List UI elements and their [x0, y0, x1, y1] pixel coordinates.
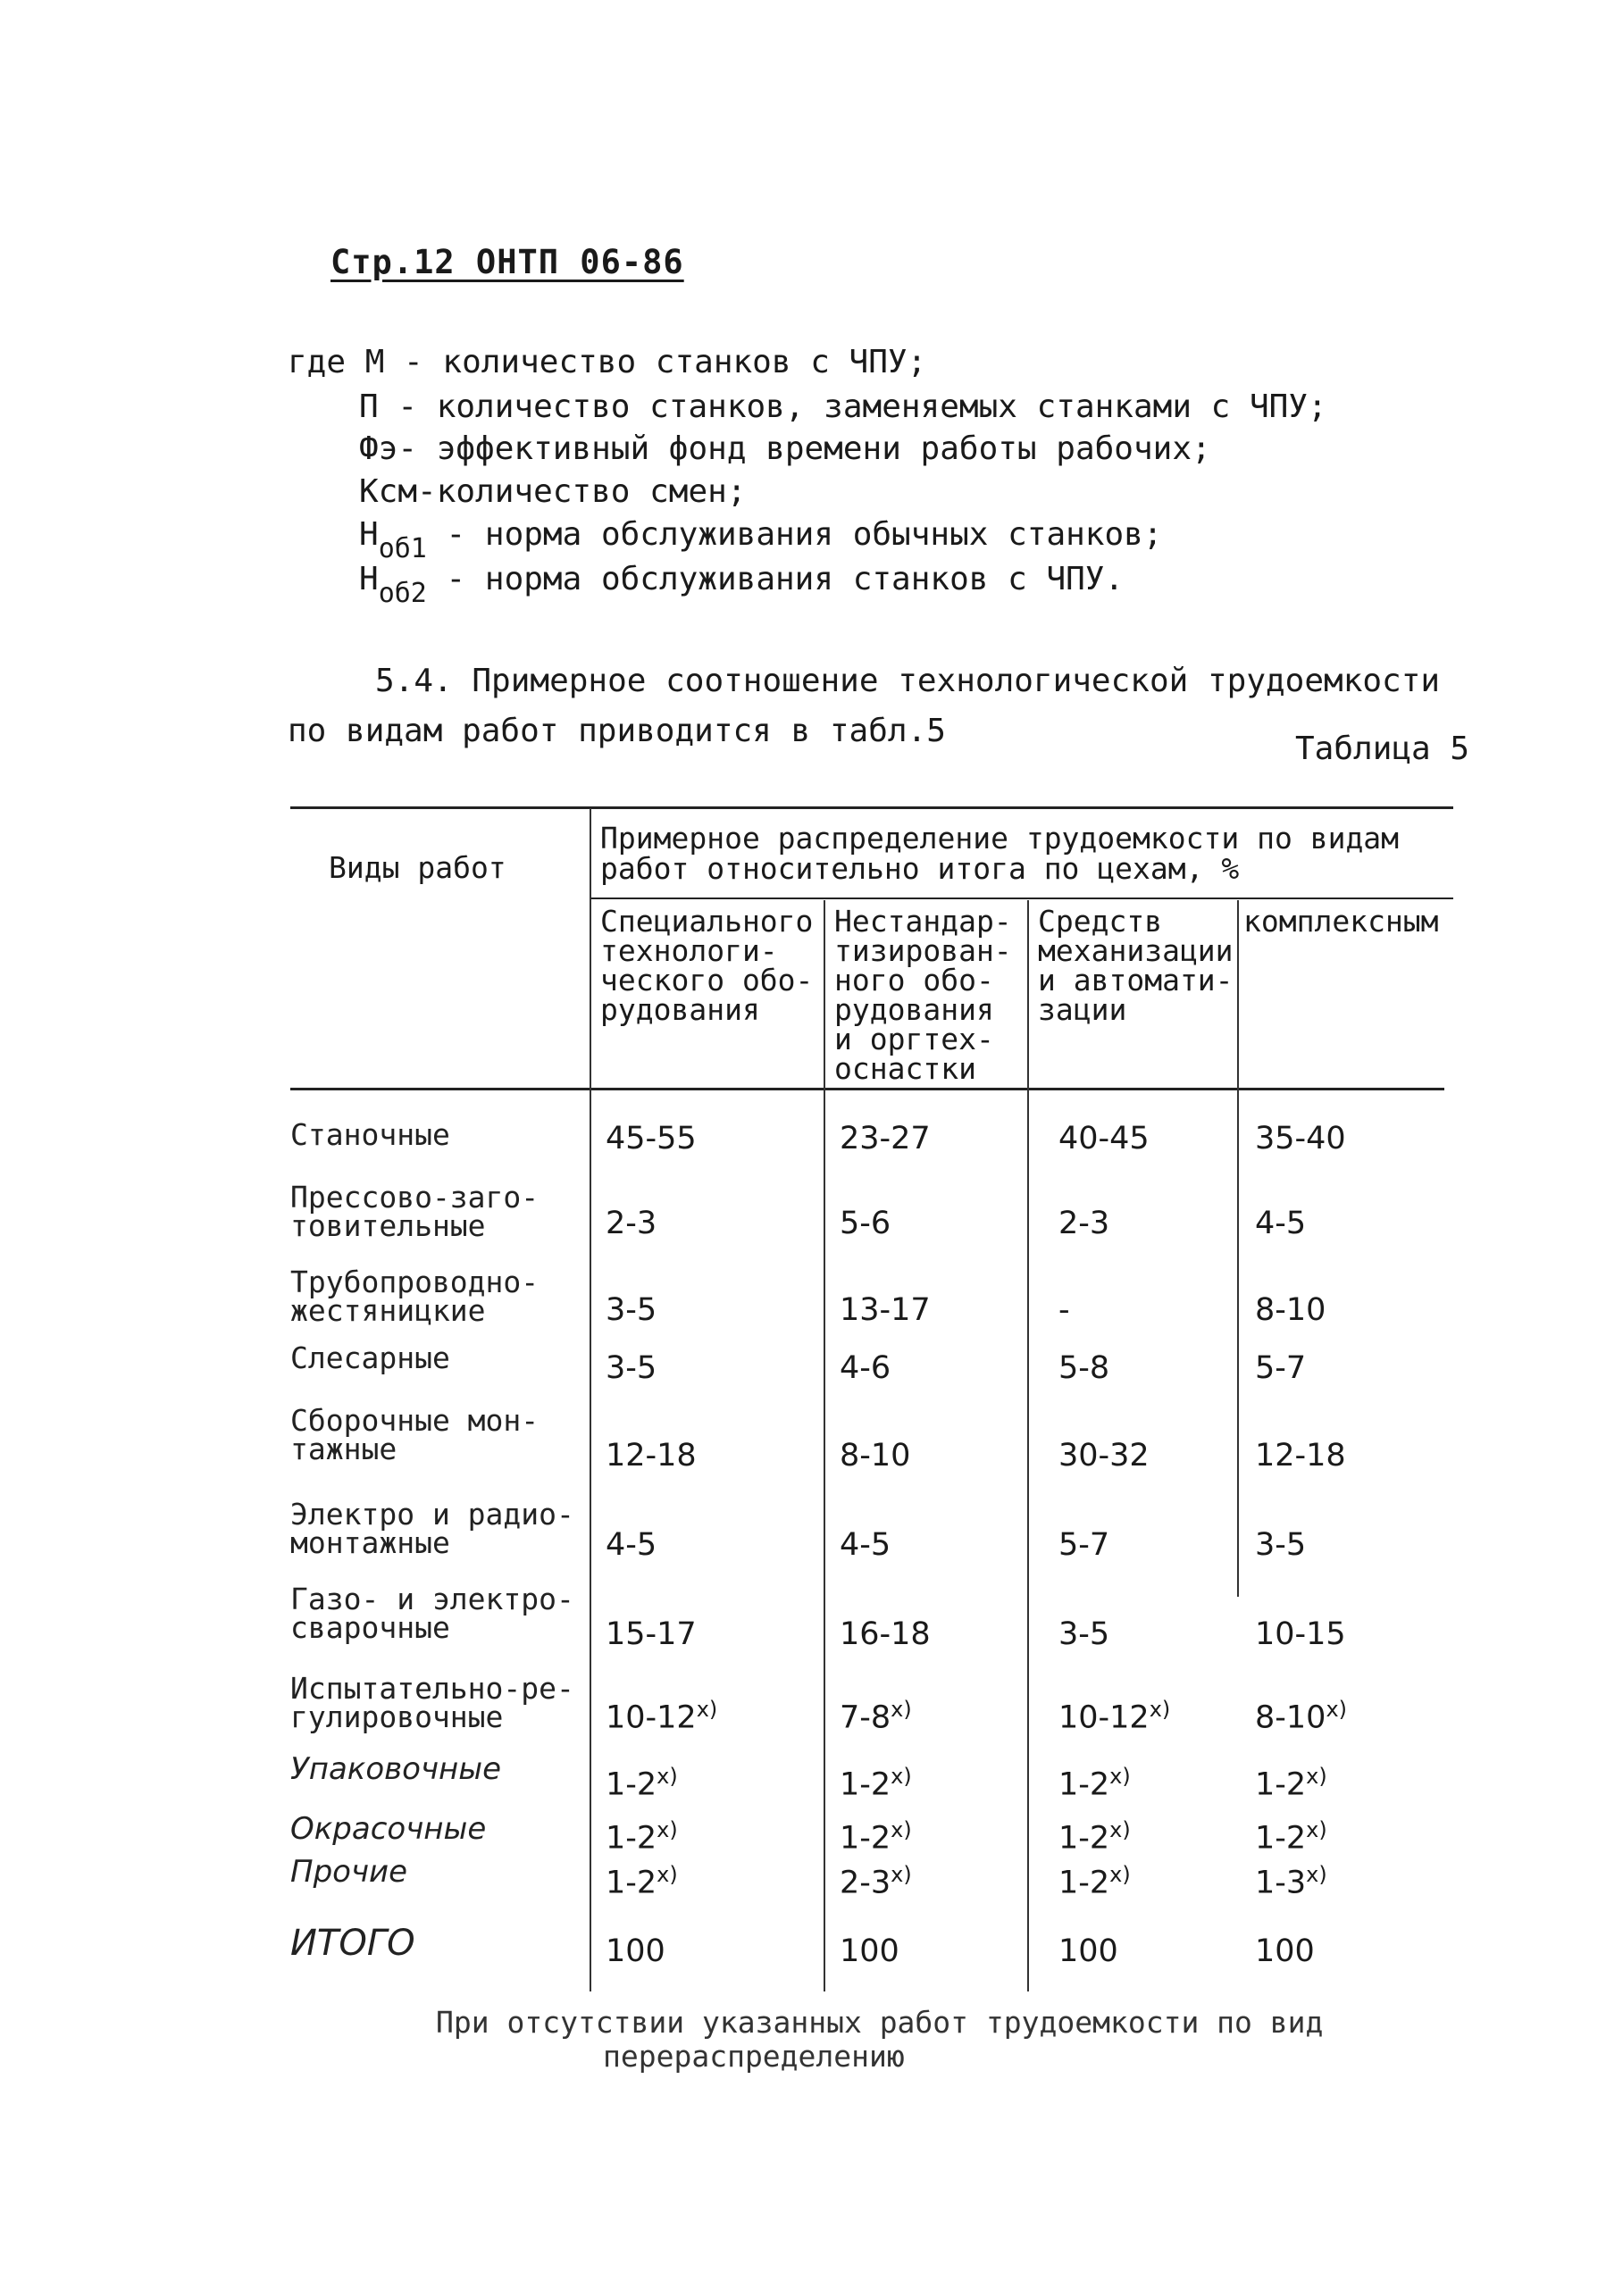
table-cell	[1255, 1527, 1306, 1563]
table-cell	[840, 1350, 891, 1386]
table-col-divider-1	[590, 808, 591, 1991]
table-cell	[1255, 1121, 1346, 1156]
row-label: Прессово-заго-	[290, 1180, 540, 1215]
sub-column-header-line: Специального	[600, 904, 814, 939]
cell-value: 100	[1058, 1933, 1118, 1969]
cell-footnote-mark: x)	[1109, 1764, 1131, 1789]
cell-value: 1-2	[1255, 1766, 1307, 1803]
definition-subscript: об2	[378, 578, 427, 609]
cell-value: 12-18	[606, 1438, 697, 1474]
cell-value: 1-3	[1255, 1865, 1307, 1901]
table-cell	[840, 1438, 910, 1474]
sub-column-header-line: Средств	[1038, 904, 1163, 939]
table-cell	[1058, 1697, 1170, 1736]
cell-value: 8-10	[1255, 1292, 1326, 1328]
row-label: Упаковочные	[290, 1751, 502, 1787]
row-label: Трубопроводно-	[290, 1265, 540, 1299]
definition-text: - количество станков с ЧПУ;	[384, 344, 927, 380]
table-cell	[1255, 1292, 1326, 1328]
row-label: товительные	[290, 1208, 486, 1243]
cell-value: 23-27	[840, 1121, 931, 1156]
cell-value: 100	[606, 1933, 665, 1969]
table-caption: Таблица 5	[1295, 731, 1470, 767]
definition-symbol: Фэ	[359, 430, 398, 467]
col-header-work-types: Виды работ	[329, 850, 506, 885]
definition-text: - эффективный фонд времени работы рабочих;	[397, 430, 1211, 467]
row-label: ИТОГО	[290, 1923, 415, 1964]
row-label: жестяницкие	[290, 1293, 486, 1328]
sub-column-header-line: ного обо-	[834, 963, 994, 998]
definition-line	[359, 473, 747, 510]
table-cell	[606, 1616, 697, 1652]
table-cell	[1255, 1697, 1347, 1736]
definition-line	[359, 430, 1211, 467]
sub-column-header-line: рудования	[600, 992, 760, 1027]
cell-value: 3-5	[606, 1350, 657, 1386]
table-top-rule	[290, 806, 1453, 809]
cell-value: 12-18	[1255, 1438, 1346, 1474]
table-cell	[840, 1697, 912, 1736]
table-cell	[606, 1862, 678, 1901]
cell-footnote-mark: x)	[1109, 1817, 1131, 1842]
table-cell	[840, 1292, 931, 1328]
table-cell	[606, 1438, 697, 1474]
paragraph-line-1: 5.4. Примерное соотношение технологической трудоемкости	[375, 663, 1441, 699]
sub-column-header-line: механизации	[1038, 933, 1234, 968]
table-cell	[1058, 1292, 1070, 1328]
cell-value: 2-3	[840, 1865, 891, 1901]
definition-text: - норма обслуживания станков с ЧПУ.	[426, 561, 1125, 597]
table-cell	[606, 1697, 717, 1736]
table-cell	[840, 1121, 931, 1156]
cell-value: 10-15	[1255, 1616, 1346, 1652]
cell-value: 100	[840, 1933, 899, 1969]
row-label: Сборочные мон-	[290, 1403, 540, 1438]
definition-text: - количество станков, заменяемых станками с ЧПУ;	[378, 388, 1327, 425]
cell-value: 3-5	[606, 1292, 657, 1328]
table-cell	[1058, 1350, 1109, 1386]
cell-value: 30-32	[1058, 1438, 1150, 1474]
sub-column-header-line: и оргтех-	[834, 1022, 994, 1056]
paragraph-line-2: по видам работ приводится в табл.5	[288, 713, 946, 749]
definition-symbol: П	[359, 388, 379, 425]
cell-footnote-mark: x)	[657, 1764, 678, 1789]
table-cell	[1058, 1933, 1118, 1969]
row-label: гулировочные	[290, 1699, 504, 1734]
cell-footnote-mark: x)	[891, 1697, 912, 1722]
table-cell	[840, 1616, 931, 1652]
cell-value: 1-2	[1058, 1865, 1110, 1901]
cell-value: 4-6	[840, 1350, 891, 1386]
table-cell	[606, 1817, 678, 1857]
table-cell	[1058, 1206, 1109, 1241]
table-cell	[840, 1764, 912, 1803]
cell-value: 3-5	[1255, 1527, 1307, 1563]
table-cell	[606, 1350, 657, 1386]
definition-text: -количество смен;	[417, 473, 747, 510]
row-label: Станочные	[290, 1117, 450, 1152]
row-label: Прочие	[290, 1854, 408, 1890]
cell-value: 1-2	[840, 1820, 891, 1857]
table-cell	[1255, 1438, 1346, 1474]
sub-column-header-line: ческого обо-	[600, 963, 814, 998]
cell-value: 4-5	[840, 1527, 891, 1563]
definition-line	[288, 344, 926, 380]
sub-column-header-line: рудования	[834, 992, 994, 1027]
cell-value: 2-3	[606, 1206, 657, 1241]
table-cell	[1255, 1862, 1327, 1901]
cell-footnote-mark: x)	[891, 1862, 912, 1887]
table-cell	[1058, 1862, 1131, 1901]
table-cell	[1255, 1764, 1327, 1803]
table-cell	[1255, 1350, 1306, 1386]
cell-footnote-mark: x)	[1306, 1817, 1327, 1842]
sub-column-header-line: оснастки	[834, 1051, 976, 1086]
cell-footnote-mark: x)	[696, 1697, 718, 1722]
table-cell	[606, 1764, 678, 1803]
table-cell	[1058, 1438, 1150, 1474]
row-label: тажные	[290, 1432, 397, 1466]
table-group-rule	[590, 898, 1453, 899]
definition-symbol: Ксм	[359, 473, 418, 510]
cell-value: 1-2	[606, 1766, 657, 1803]
table-cell	[606, 1933, 665, 1969]
footnote-line-1: При отсутствии указанных работ трудоемкости по вид	[436, 2005, 1324, 2040]
table-col-divider-4	[1237, 900, 1239, 1597]
cell-footnote-mark: x)	[1306, 1764, 1327, 1789]
definition-line	[359, 516, 1163, 564]
row-label: Электро и радио-	[290, 1497, 574, 1532]
table-cell	[1255, 1206, 1306, 1241]
table-cell	[1058, 1527, 1109, 1563]
table-cell	[840, 1933, 899, 1969]
cell-value: 4-5	[1255, 1206, 1307, 1241]
cell-value: 8-10	[1255, 1699, 1326, 1736]
definition-subscript: об1	[378, 533, 427, 564]
group-header-line-1: Примерное распределение трудоемкости по видам	[600, 821, 1400, 856]
sub-column-header-line: Нестандар-	[834, 904, 1012, 939]
cell-footnote-mark: x)	[891, 1764, 912, 1789]
table-cell	[840, 1527, 891, 1563]
cell-value: 1-2	[606, 1820, 657, 1857]
page-header: Стр.12 ОНТП 06-86	[330, 243, 684, 281]
table-cell	[1255, 1933, 1315, 1969]
cell-value: 8-10	[840, 1438, 911, 1474]
table-cell	[606, 1206, 657, 1241]
cell-value: 5-8	[1058, 1350, 1110, 1386]
cell-footnote-mark: x)	[657, 1817, 678, 1842]
cell-value: 2-3	[1058, 1206, 1110, 1241]
cell-value: 13-17	[840, 1292, 931, 1328]
table-cell	[840, 1862, 912, 1901]
cell-footnote-mark: x)	[1149, 1697, 1171, 1722]
definition-symbol: Н	[359, 561, 379, 597]
cell-value: 1-2	[840, 1766, 891, 1803]
cell-value: 7-8	[840, 1699, 891, 1736]
table-cell	[840, 1817, 912, 1857]
sub-column-header-line: тизирован-	[834, 933, 1012, 968]
definition-symbol: Н	[359, 516, 379, 553]
table-cell	[1058, 1121, 1150, 1156]
cell-value: 15-17	[606, 1616, 697, 1652]
cell-value: -	[1058, 1292, 1070, 1328]
definition-line	[359, 561, 1125, 609]
cell-value: 4-5	[606, 1527, 657, 1563]
cell-value: 10-12	[1058, 1699, 1150, 1736]
sub-column-header-line: комплексным	[1243, 904, 1439, 939]
table-cell	[1255, 1616, 1346, 1652]
cell-value: 16-18	[840, 1616, 931, 1652]
cell-value: 1-2	[1058, 1766, 1110, 1803]
table-cell	[606, 1527, 657, 1563]
footnote-line-2: перераспределению	[603, 2039, 905, 2074]
cell-footnote-mark: x)	[1109, 1862, 1131, 1887]
table-cell	[1255, 1817, 1327, 1857]
cell-value: 1-2	[606, 1865, 657, 1901]
definition-text: - норма обслуживания обычных станков;	[426, 516, 1163, 553]
cell-footnote-mark: x)	[657, 1862, 678, 1887]
table-cell	[606, 1292, 657, 1328]
row-label: Газо- и электро-	[290, 1582, 574, 1616]
table-cell	[606, 1121, 697, 1156]
row-label: Слесарные	[290, 1340, 450, 1375]
cell-value: 35-40	[1255, 1121, 1346, 1156]
cell-footnote-mark: x)	[891, 1817, 912, 1842]
cell-footnote-mark: x)	[1326, 1697, 1348, 1722]
cell-value: 5-7	[1058, 1527, 1110, 1563]
definition-symbol: где М	[288, 344, 385, 380]
cell-value: 45-55	[606, 1121, 697, 1156]
group-header-line-2: работ относительно итога по цехам, %	[600, 851, 1240, 886]
table-col-divider-2	[824, 900, 825, 1991]
table-cell	[840, 1206, 891, 1241]
cell-footnote-mark: x)	[1306, 1862, 1327, 1887]
row-label: Испытательно-ре-	[290, 1671, 574, 1706]
sub-column-header-line: и автомати-	[1038, 963, 1234, 998]
cell-value: 40-45	[1058, 1121, 1150, 1156]
table-cell	[1058, 1764, 1131, 1803]
cell-value: 1-2	[1058, 1820, 1110, 1857]
cell-value: 1-2	[1255, 1820, 1307, 1857]
cell-value: 100	[1255, 1933, 1315, 1969]
sub-column-header-line: зации	[1038, 992, 1127, 1027]
row-label: Окрасочные	[290, 1811, 487, 1847]
cell-value: 3-5	[1058, 1616, 1110, 1652]
row-label: сварочные	[290, 1610, 450, 1645]
sub-column-header-line: технологи-	[600, 933, 778, 968]
row-label: монтажные	[290, 1525, 450, 1560]
table-cell	[1058, 1616, 1109, 1652]
definition-line	[359, 388, 1327, 425]
cell-value: 5-6	[840, 1206, 891, 1241]
table-header-rule	[290, 1088, 1444, 1090]
cell-value: 10-12	[606, 1699, 697, 1736]
table-col-divider-3	[1027, 900, 1029, 1991]
cell-value: 5-7	[1255, 1350, 1307, 1386]
table-cell	[1058, 1817, 1131, 1857]
